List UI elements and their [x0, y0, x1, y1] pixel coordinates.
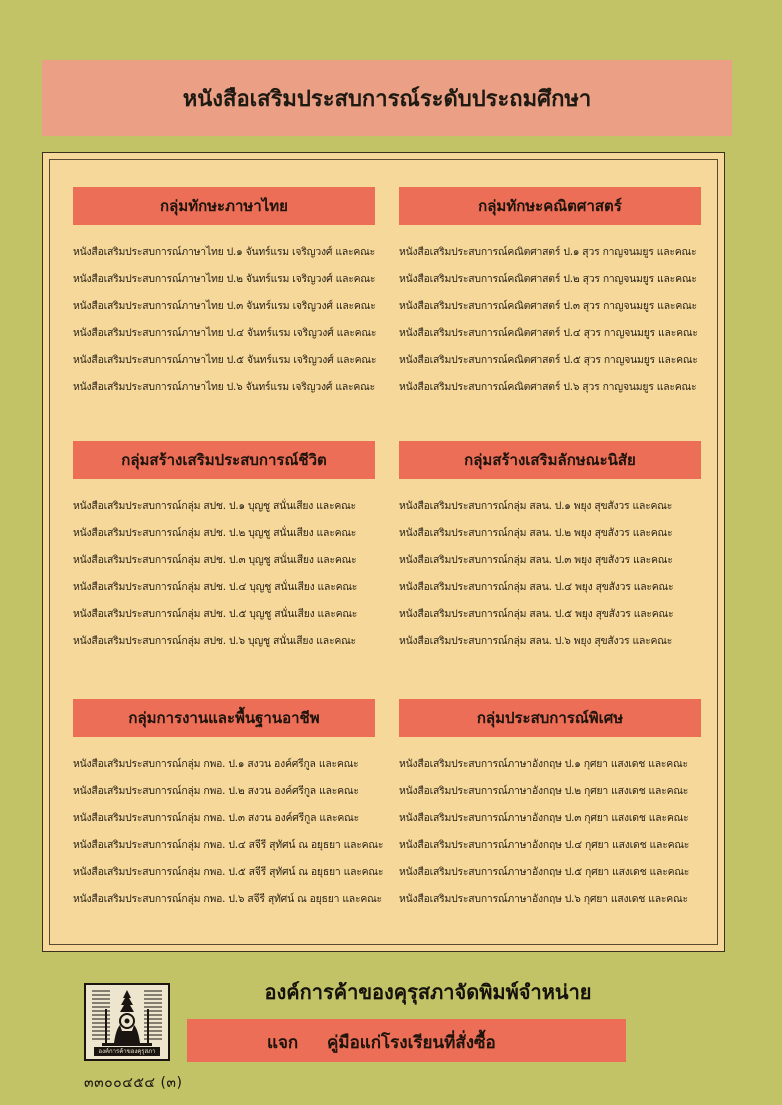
- book-item: หนังสือเสริมประสบการณ์ภาษาอังกฤษ ป.๓ กุศยา แสงเดช และคณะ: [399, 812, 689, 824]
- group-character-building: [399, 441, 701, 660]
- book-item: หนังสือเสริมประสบการณ์กลุ่ม สปช. ป.๔ บุญชู สนั่นเสียง และคณะ: [73, 581, 358, 593]
- book-item: หนังสือเสริมประสบการณ์กลุ่ม สปช. ป.๕ บุญชู สนั่นเสียง และคณะ: [73, 608, 358, 620]
- book-item: หนังสือเสริมประสบการณ์กลุ่ม สลน. ป.๕ พยุง สุขสังวร และคณะ: [399, 608, 674, 620]
- book-item: หนังสือเสริมประสบการณ์กลุ่ม สลน. ป.๓ พยุง สุขสังวร และคณะ: [399, 554, 673, 566]
- book-item: หนังสือเสริมประสบการณ์กลุ่ม กพอ. ป.๖ สจีรี สุทัศน์ ณ อยุธยา และคณะ: [73, 893, 382, 905]
- book-item: หนังสือเสริมประสบการณ์ภาษาไทย ป.๒ จันทร์แรม เจริญวงศ์ และคณะ: [73, 273, 376, 285]
- group-header: กลุ่มประสบการณ์พิเศษ: [399, 699, 701, 737]
- book-item: หนังสือเสริมประสบการณ์กลุ่ม กพอ. ป.๒ สงวน องค์ศรีกูล และคณะ: [73, 785, 359, 797]
- group-thai-language: [73, 187, 375, 406]
- book-item: หนังสือเสริมประสบการณ์ภาษาอังกฤษ ป.๑ กุศยา แสงเดช และคณะ: [399, 758, 688, 770]
- book-item: หนังสือเสริมประสบการณ์ภาษาอังกฤษ ป.๒ กุศยา แสงเดช และคณะ: [399, 785, 689, 797]
- book-item: หนังสือเสริมประสบการณ์ภาษาไทย ป.๕ จันทร์แรม เจริญวงศ์ และคณะ: [73, 354, 377, 366]
- group-header: กลุ่มสร้างเสริมลักษณะนิสัย: [399, 441, 701, 479]
- book-item: หนังสือเสริมประสบการณ์กลุ่ม สปช. ป.๖ บุญชู สนั่นเสียง และคณะ: [73, 635, 356, 647]
- book-item: หนังสือเสริมประสบการณ์กลุ่ม กพอ. ป.๑ สงวน องค์ศรีกูล และคณะ: [73, 758, 359, 770]
- book-item: หนังสือเสริมประสบการณ์คณิตศาสตร์ ป.๖ สุวร กาญจนมยูร และคณะ: [399, 381, 697, 393]
- book-item: หนังสือเสริมประสบการณ์กลุ่ม สลน. ป.๔ พยุง สุขสังวร และคณะ: [399, 581, 674, 593]
- publisher-line: องค์การค้าของคุรุสภาจัดพิมพ์จำหน่าย: [264, 980, 592, 1004]
- distribute-text: คู่มือแก่โรงเรียนที่สั่งซื้อ: [327, 1033, 496, 1053]
- title-banner: [42, 60, 732, 136]
- book-list: [399, 756, 701, 918]
- book-item: หนังสือเสริมประสบการณ์คณิตศาสตร์ ป.๕ สุวร กาญจนมยูร และคณะ: [399, 354, 698, 366]
- book-item: หนังสือเสริมประสบการณ์กลุ่ม สลน. ป.๒ พยุง สุขสังวร และคณะ: [399, 527, 673, 539]
- book-item: หนังสือเสริมประสบการณ์คณิตศาสตร์ ป.๓ สุวร กาญจนมยูร และคณะ: [399, 300, 697, 312]
- distribute-bar: [187, 1019, 626, 1062]
- group-header: กลุ่มทักษะภาษาไทย: [73, 187, 375, 225]
- book-item: หนังสือเสริมประสบการณ์ภาษาอังกฤษ ป.๔ กุศยา แสงเดช และคณะ: [399, 839, 690, 851]
- book-item: หนังสือเสริมประสบการณ์ภาษาอังกฤษ ป.๕ กุศยา แสงเดช และคณะ: [399, 866, 690, 878]
- book-item: หนังสือเสริมประสบการณ์กลุ่ม กพอ. ป.๔ สจีรี สุทัศน์ ณ อยุธยา และคณะ: [73, 839, 384, 851]
- book-catalog-panel: [42, 152, 725, 952]
- page-title: หนังสือเสริมประสบการณ์ระดับประถมศึกษา: [182, 86, 592, 112]
- publisher-logo: [84, 983, 170, 1061]
- book-item: หนังสือเสริมประสบการณ์กลุ่ม สปช. ป.๑ บุญชู สนั่นเสียง และคณะ: [73, 500, 356, 512]
- catalog-number: ๓๓๐๐๔๕๔ (๓): [84, 1075, 183, 1091]
- book-item: หนังสือเสริมประสบการณ์กลุ่ม สลน. ป.๖ พยุง สุขสังวร และคณะ: [399, 635, 673, 647]
- book-item: หนังสือเสริมประสบการณ์ภาษาไทย ป.๑ จันทร์แรม เจริญวงศ์ และคณะ: [73, 246, 375, 258]
- book-item: หนังสือเสริมประสบการณ์คณิตศาสตร์ ป.๔ สุวร กาญจนมยูร และคณะ: [399, 327, 698, 339]
- book-item: หนังสือเสริมประสบการณ์กลุ่ม กพอ. ป.๓ สงวน องค์ศรีกูล และคณะ: [73, 812, 359, 824]
- book-list: [73, 244, 375, 406]
- book-item: หนังสือเสริมประสบการณ์กลุ่ม กพอ. ป.๕ สจีรี สุทัศน์ ณ อยุธยา และคณะ: [73, 866, 384, 878]
- book-list: [399, 244, 701, 406]
- group-header: กลุ่มสร้างเสริมประสบการณ์ชีวิต: [73, 441, 375, 479]
- book-item: หนังสือเสริมประสบการณ์คณิตศาสตร์ ป.๒ สุวร กาญจนมยูร และคณะ: [399, 273, 697, 285]
- book-item: หนังสือเสริมประสบการณ์ภาษาไทย ป.๖ จันทร์แรม เจริญวงศ์ และคณะ: [73, 381, 375, 393]
- group-header: กลุ่มการงานและพื้นฐานอาชีพ: [73, 699, 375, 737]
- group-special-experience: [399, 699, 701, 918]
- book-item: หนังสือเสริมประสบการณ์ภาษาไทย ป.๓ จันทร์แรม เจริญวงศ์ และคณะ: [73, 300, 376, 312]
- book-list: [73, 756, 384, 918]
- book-item: หนังสือเสริมประสบการณ์คณิตศาสตร์ ป.๑ สุวร กาญจนมยูร และคณะ: [399, 246, 697, 258]
- book-list: [399, 498, 701, 660]
- kurusapha-seal-icon: [86, 985, 168, 1049]
- logo-caption: องค์การค้าของคุรุสภา: [94, 1047, 160, 1056]
- group-header: กลุ่มทักษะคณิตศาสตร์: [399, 187, 701, 225]
- book-item: หนังสือเสริมประสบการณ์กลุ่ม สปช. ป.๒ บุญชู สนั่นเสียง และคณะ: [73, 527, 357, 539]
- book-item: หนังสือเสริมประสบการณ์กลุ่ม สลน. ป.๑ พยุง สุขสังวร และคณะ: [399, 500, 673, 512]
- group-work-and-career: [73, 699, 384, 918]
- book-list: [73, 498, 375, 660]
- group-mathematics: [399, 187, 701, 406]
- book-item: หนังสือเสริมประสบการณ์ภาษาไทย ป.๔ จันทร์แรม เจริญวงศ์ และคณะ: [73, 327, 377, 339]
- group-life-experience: [73, 441, 375, 660]
- distribute-label: แจก: [267, 1033, 299, 1053]
- book-item: หนังสือเสริมประสบการณ์ภาษาอังกฤษ ป.๖ กุศยา แสงเดช และคณะ: [399, 893, 688, 905]
- book-item: หนังสือเสริมประสบการณ์กลุ่ม สปช. ป.๓ บุญชู สนั่นเสียง และคณะ: [73, 554, 357, 566]
